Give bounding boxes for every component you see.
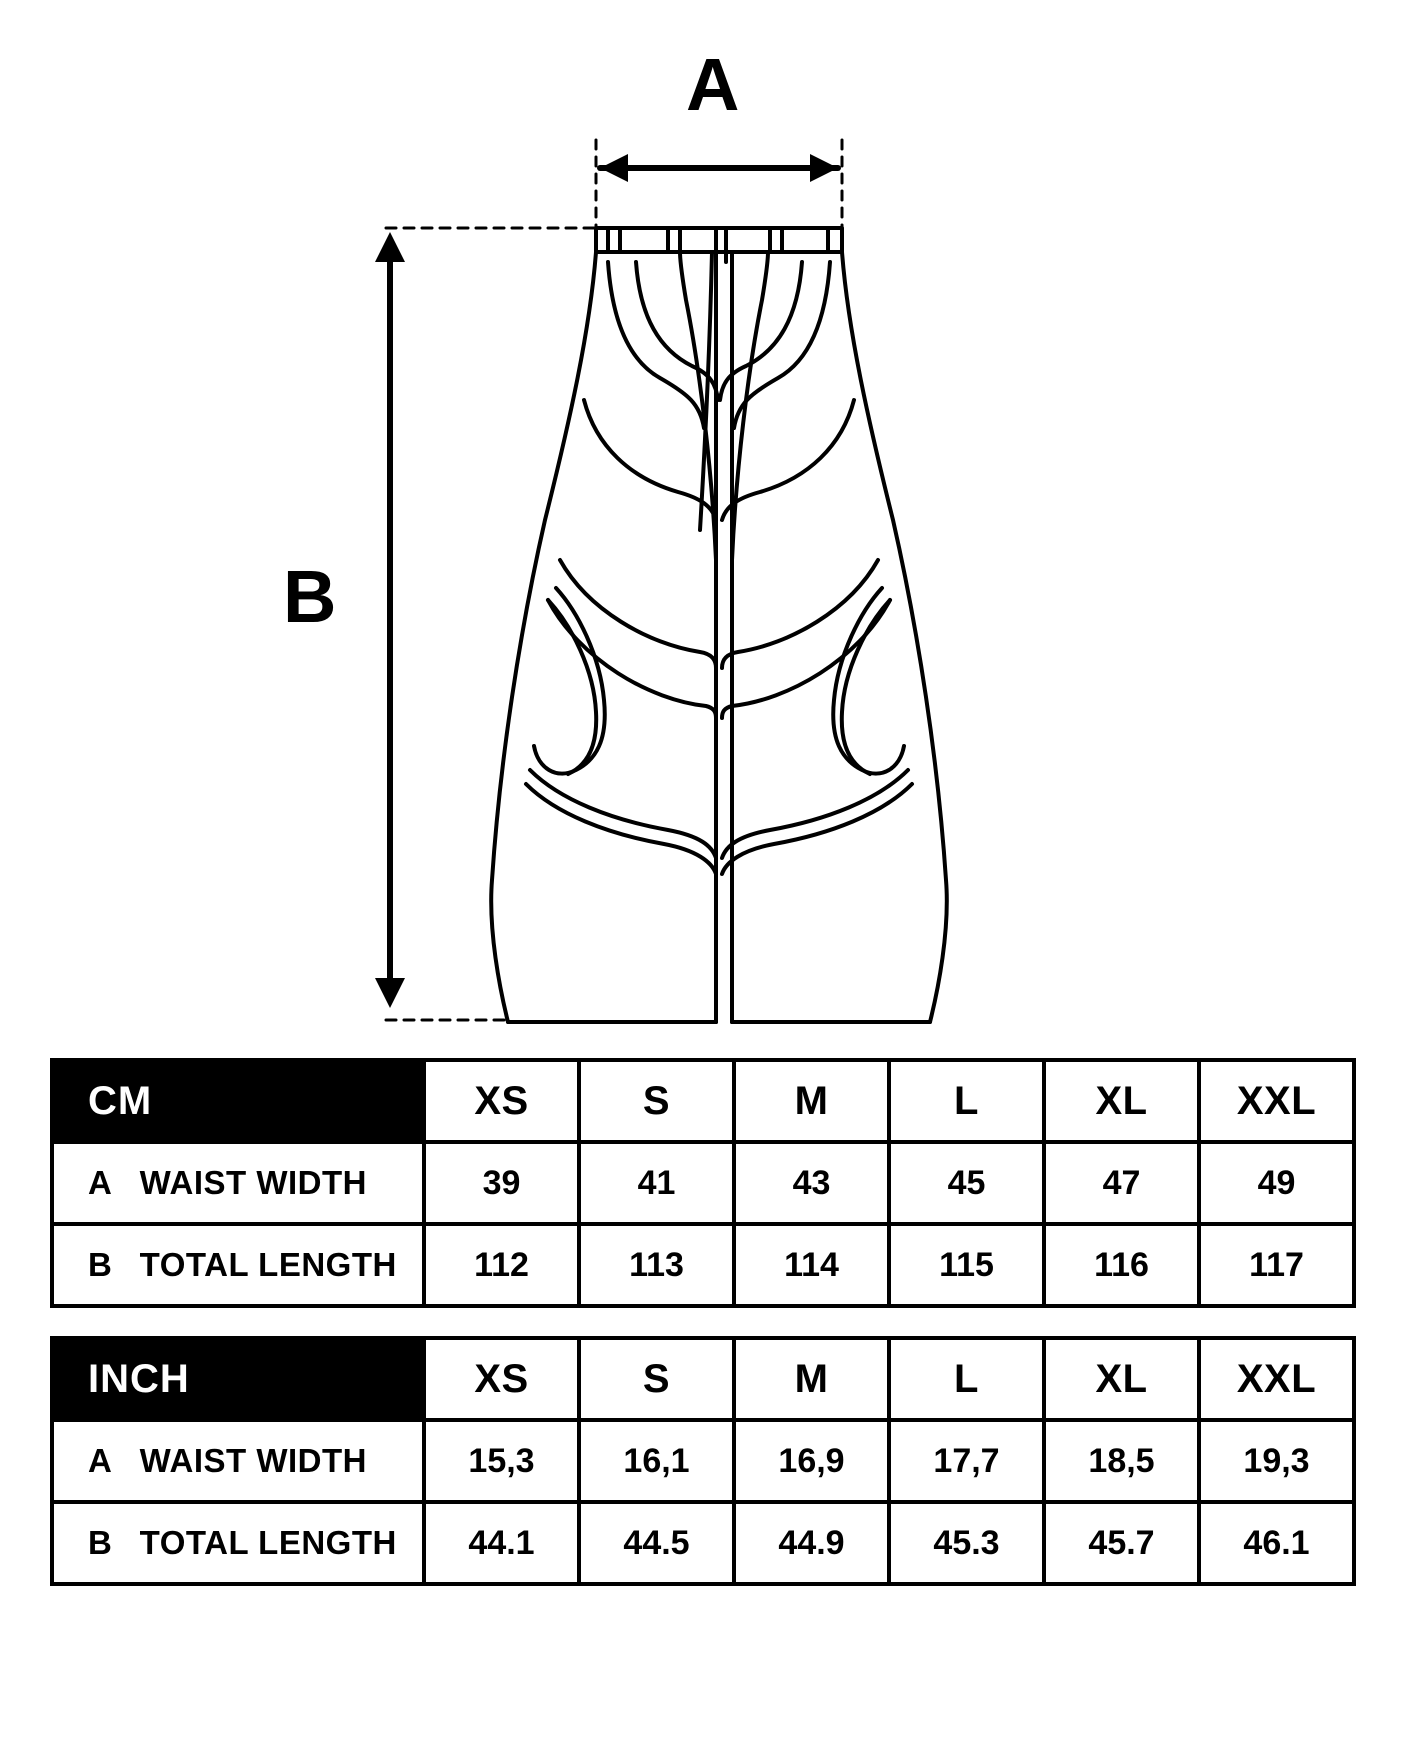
table-row	[52, 1502, 1354, 1584]
cell-cm-b-m: 114	[734, 1224, 889, 1306]
row-label-waist-width-cm	[52, 1142, 424, 1224]
cell-inch-b-xs: 44.1	[424, 1502, 579, 1584]
measure-b-label: B	[283, 555, 338, 638]
cell-cm-a-l: 45	[889, 1142, 1044, 1224]
table-row	[52, 1224, 1354, 1306]
size-header-xs: XS	[424, 1338, 579, 1420]
cell-cm-a-m: 43	[734, 1142, 889, 1224]
size-header-xs: XS	[424, 1060, 579, 1142]
cell-cm-a-xxl: 49	[1199, 1142, 1354, 1224]
cell-cm-b-xl: 116	[1044, 1224, 1199, 1306]
cell-inch-b-m: 44.9	[734, 1502, 889, 1584]
cell-inch-b-xxl: 46.1	[1199, 1502, 1354, 1584]
unit-header-cm: CM	[52, 1060, 424, 1142]
cell-inch-b-xl: 45.7	[1044, 1502, 1199, 1584]
table-header-row	[52, 1338, 1354, 1420]
cell-inch-a-xxl: 19,3	[1199, 1420, 1354, 1502]
size-header-xl: XL	[1044, 1338, 1199, 1420]
size-header-s: S	[579, 1060, 734, 1142]
row-key-a: A	[88, 1442, 113, 1479]
size-header-xxl: XXL	[1199, 1338, 1354, 1420]
cell-cm-b-s: 113	[579, 1224, 734, 1306]
size-header-l: L	[889, 1060, 1044, 1142]
size-table-inch	[50, 1336, 1356, 1586]
row-key-b: B	[88, 1524, 113, 1561]
left-leg-outline	[491, 252, 716, 1022]
cell-cm-b-xxl: 117	[1199, 1224, 1354, 1306]
row-desc-waist-width: WAIST WIDTH	[130, 1442, 367, 1479]
cell-inch-a-s: 16,1	[579, 1420, 734, 1502]
cell-inch-a-xl: 18,5	[1044, 1420, 1199, 1502]
dimension-a-arrow	[596, 140, 842, 228]
row-label-total-length-cm	[52, 1224, 424, 1306]
size-header-xxl: XXL	[1199, 1060, 1354, 1142]
size-table-cm	[50, 1058, 1356, 1308]
row-desc-total-length: TOTAL LENGTH	[130, 1246, 397, 1283]
cell-inch-b-l: 45.3	[889, 1502, 1044, 1584]
cell-cm-a-xl: 47	[1044, 1142, 1199, 1224]
size-header-xl: XL	[1044, 1060, 1199, 1142]
size-header-s: S	[579, 1338, 734, 1420]
cell-cm-b-l: 115	[889, 1224, 1044, 1306]
table-row	[52, 1142, 1354, 1224]
cell-cm-a-s: 41	[579, 1142, 734, 1224]
right-leg-outline	[732, 252, 947, 1022]
row-key-b: B	[88, 1246, 113, 1283]
cell-inch-a-m: 16,9	[734, 1420, 889, 1502]
table-row	[52, 1420, 1354, 1502]
unit-header-inch: INCH	[52, 1338, 424, 1420]
cell-inch-b-s: 44.5	[579, 1502, 734, 1584]
row-key-a: A	[88, 1164, 113, 1201]
row-desc-total-length: TOTAL LENGTH	[130, 1524, 397, 1561]
size-header-m: M	[734, 1338, 889, 1420]
measurement-tables	[50, 1058, 1353, 1614]
size-header-l: L	[889, 1338, 1044, 1420]
size-header-m: M	[734, 1060, 889, 1142]
cell-inch-a-l: 17,7	[889, 1420, 1044, 1502]
row-label-total-length-inch	[52, 1502, 424, 1584]
cell-cm-a-xs: 39	[424, 1142, 579, 1224]
table-header-row	[52, 1060, 1354, 1142]
row-label-waist-width-inch	[52, 1420, 424, 1502]
row-desc-waist-width: WAIST WIDTH	[130, 1164, 367, 1201]
cell-inch-a-xs: 15,3	[424, 1420, 579, 1502]
cell-cm-b-xs: 112	[424, 1224, 579, 1306]
measure-a-label: A	[686, 43, 741, 126]
